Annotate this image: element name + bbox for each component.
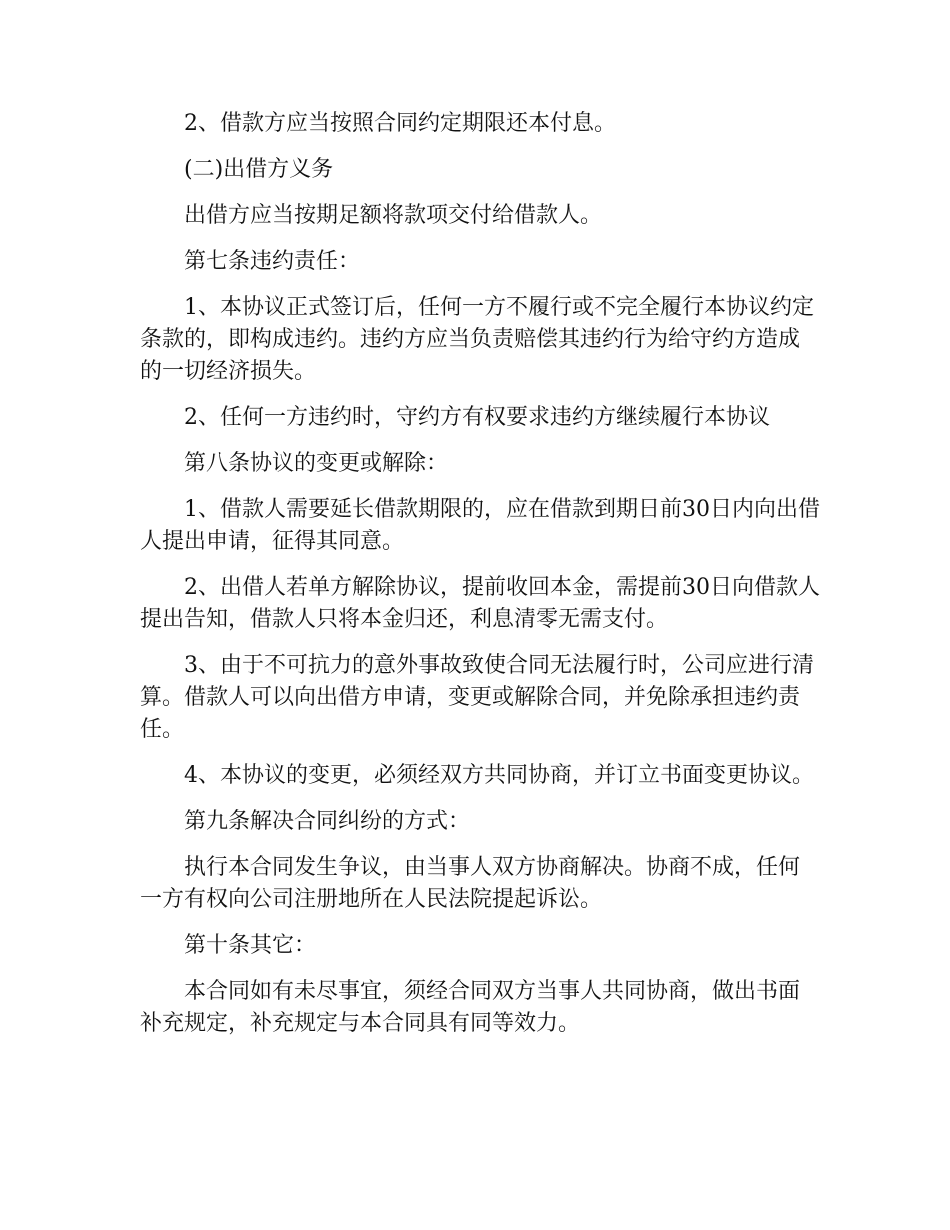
article-10-text: 本合同如有未尽事宜，须经合同双方当事人共同协商，做出书面补充规定，补充规定与本合同具有同等效力。 <box>140 979 801 1036</box>
article-10-heading: 第十条其它： <box>184 933 317 958</box>
paragraph-lender-duty: 出借方应当按期足额将款项交付给借款人。 <box>184 203 603 228</box>
article-7-heading: 第七条违约责任： <box>184 249 361 274</box>
article-7-clause-1: 1、本协议正式签订后，任何一方不履行或不完全履行本协议约定条款的，即构成违约。违约方应当负责赔偿其违约行为给守约方造成的一切经济损失。 <box>140 295 814 384</box>
article-8-clause-3: 3、由于不可抗力的意外事故致使合同无法履行时，公司应进行清算。借款人可以向出借方申请，变更或解除合同，并免除承担违约责任。 <box>140 653 814 742</box>
article-8-clause-4: 4、本协议的变更，必须经双方共同协商，并订立书面变更协议。 <box>184 763 814 788</box>
article-8-clause-1: 1、借款人需要延长借款期限的，应在借款到期日前30日内向出借人提出申请，征得其同意。 <box>140 497 820 554</box>
article-9-heading: 第九条解决合同纠纷的方式： <box>184 809 471 834</box>
document-body <box>140 108 820 1054</box>
article-8-heading: 第八条协议的变更或解除： <box>184 451 449 476</box>
article-7-clause-2: 2、任何一方违约时，守约方有权要求违约方继续履行本协议 <box>184 405 770 430</box>
article-8-clause-2: 2、出借人若单方解除协议，提前收回本金，需提前30日向借款人提出告知，借款人只将本金归还，利息清零无需支付。 <box>140 575 820 632</box>
article-9-text: 执行本合同发生争议，由当事人双方协商解决。协商不成，任何一方有权向公司注册地所在人民法院提起诉讼。 <box>140 855 801 912</box>
section-heading-lender-duties: (二)出借方义务 <box>184 157 334 182</box>
paragraph-repayment-duty: 2、借款方应当按照合同约定期限还本付息。 <box>184 111 616 136</box>
